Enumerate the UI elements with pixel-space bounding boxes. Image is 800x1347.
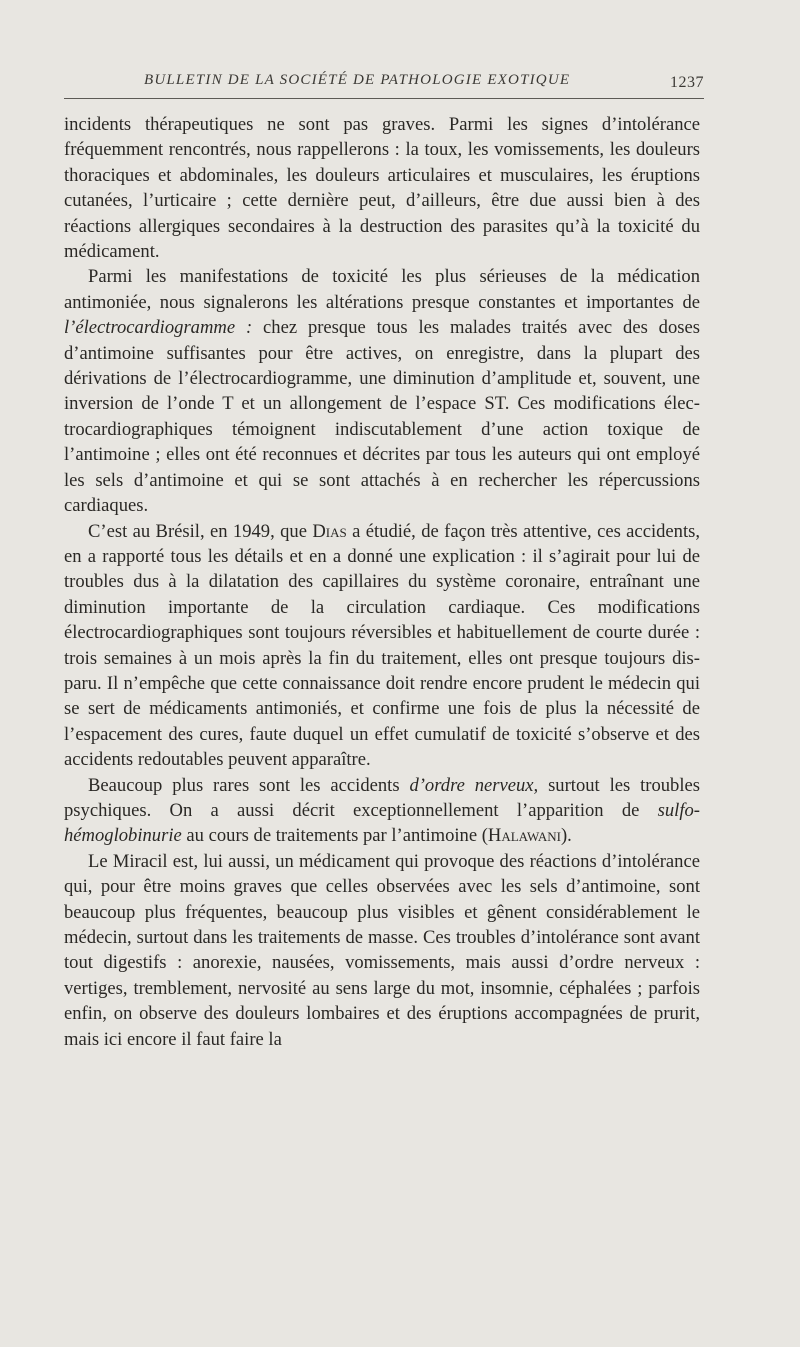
text-run: Le Miracil est, lui aussi, un médicament qui provoque des réactions d’intolérance qui, pour être moins graves que celles observées avec les sels d’antimoine, sont beaucoup plus fréquentes, beaucoup plus visibles et gênent considérablement le médecin, surtout dans les traitements de masse. Ces troubles d’intolérance sont avant tout digestifs : anorexie, nausées, vomissements, mais aussi d’ordre nerveux : vertiges, tremblement, nervosité au sens large du mot, insomnie, céphalées ; parfois enfin, on observe des douleurs lombaires et des éruptions accompagnées de prurit, mais ici encore il faut faire la [64, 850, 700, 1050]
page-header [64, 70, 704, 99]
author-name: Dias [312, 520, 347, 542]
text-run: incidents thérapeutiques ne sont pas graves. Parmi les signes d’intolérance fréquemment rencontrés, nous rappellerons : la toux, les vomissements, les douleurs thoraciques et abdominales, les douleurs articulaires et musculaires, les éruptions cutanées, l’urticaire ; cette dernière peut, d’ailleurs, être due aussi bien à des réactions allergiques secondaires à la destruction des parasites qu’à la toxicité du médicament. [64, 114, 700, 263]
running-title: BULLETIN DE LA SOCIÉTÉ DE PATHOLOGIE EXOTIQUE [144, 72, 571, 88]
page-number: 1237 [670, 74, 704, 91]
paragraph [64, 849, 700, 1052]
paragraph [64, 112, 700, 264]
text-run: au cours de traitements par l’antimoine ( [181, 825, 488, 847]
text-run: chez presque tous les malades traités avec des doses d’antimoine suffisantes pour être actives, on enregistre, dans la plupart des dérivations de l’électrocardiogramme, une diminution d’amplitude et, souvent, une inversion de l’onde T et un allongement de l’espace ST. Ces modifications électrocardiographiques témoignent indiscutablement d’une action toxique de l’antimoine ; elles ont été reconnues et décrites par tous les auteurs qui ont employé les sels d’antimoine et qui se sont attachés à en rechercher les répercussions cardiaques. [64, 317, 700, 517]
text-run: a étudié, de façon très attentive, ces accidents, en a rapporté tous les détails et en a donné une explication : il s’agirait pour lui de troubles dus à la dilatation des capillaires du système coronaire, entraînant une diminution importante de la circulation cardiaque. Ces modifications électrocardiographiques sont toujours réversibles et habituellement de courte durée : trois semaines à un mois après la fin du traitement, elles ont presque toujours disparu. Il n’empêche que cette connaissance doit rendre encore prudent le médecin qui se sert de médicaments antimoniés, et confirme une fois de plus la nécessité de l’espacement des cures, faute duquel un effet cumulatif de toxicité s’observe et des accidents redoutables peuvent apparaître. [64, 520, 701, 771]
author-name: Halawani [487, 825, 561, 847]
text-run: surtout les troubles psychiques. On a aussi décrit exceptionnellement l’apparition de [64, 774, 700, 821]
text-run: C’est au Brésil, en 1949, que [88, 520, 313, 542]
paragraph [64, 773, 700, 849]
paragraph [64, 264, 700, 518]
text-run: Beaucoup plus rares sont les accidents [88, 774, 410, 796]
text-run: Parmi les manifestations de toxicité les plus sérieuses de la médication antimoniée, nous signalerons les altérations presque constantes et importantes de [64, 266, 700, 313]
text-run: ). [560, 825, 572, 847]
italic-term: l’électrocardiogramme : [64, 317, 253, 339]
italic-term: sulfo-hémoglobinurie [64, 799, 700, 847]
paragraph [64, 519, 700, 773]
body-text [64, 112, 700, 1052]
italic-term: d’ordre nerveux, [409, 774, 539, 796]
